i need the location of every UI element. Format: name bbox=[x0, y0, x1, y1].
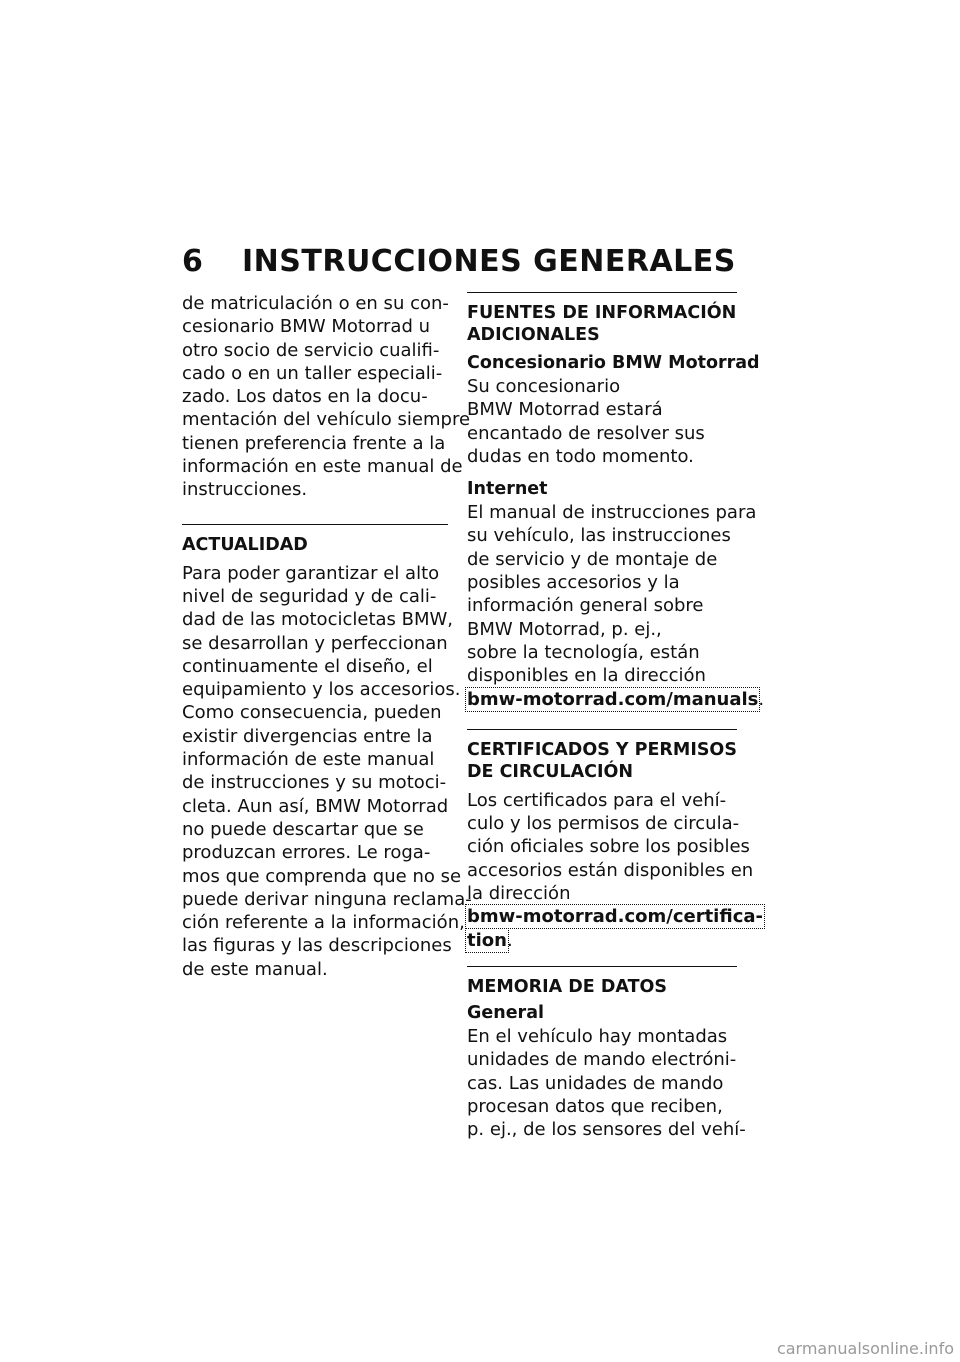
certificados-heading bbox=[467, 729, 737, 783]
text-line: información en este manual de bbox=[182, 456, 463, 478]
internet-subheading: Internet bbox=[467, 479, 548, 500]
fuentes-heading bbox=[467, 292, 737, 346]
text-line: culo y los permisos de circula- bbox=[467, 813, 740, 835]
chapter-title-text: INSTRUCCIONES GENERALES bbox=[242, 244, 736, 279]
heading-text: CERTIFICADOS Y PERMISOS bbox=[467, 739, 737, 760]
text-line: produzcan errores. Le roga- bbox=[182, 842, 431, 864]
text-line: tienen preferencia frente a la bbox=[182, 432, 446, 454]
text-line: cado o en un taller especiali- bbox=[182, 362, 443, 384]
text-line: BMW Motorrad estará bbox=[467, 399, 663, 421]
text-line: encantado de resolver sus bbox=[467, 422, 705, 444]
text-line: nivel de seguridad y de cali- bbox=[182, 585, 437, 607]
text-line: posibles accesorios y la bbox=[467, 572, 680, 594]
link-suffix: . bbox=[506, 929, 513, 951]
text-line: de matriculación o en su con- bbox=[182, 293, 449, 314]
text-line: continuamente el diseño, el bbox=[182, 655, 433, 677]
actualidad-paragraph bbox=[182, 562, 472, 981]
manuals-link[interactable]: bmw-motorrad.com/manuals bbox=[467, 688, 759, 710]
text-line bbox=[467, 929, 737, 952]
left-column bbox=[182, 292, 472, 981]
general-paragraph bbox=[467, 1025, 746, 1141]
certificados-paragraph bbox=[467, 789, 763, 952]
text-line: Su concesionario bbox=[467, 376, 621, 397]
general-subheading: General bbox=[467, 1002, 544, 1023]
chapter-title bbox=[182, 244, 742, 279]
heading-text: ACTUALIDAD bbox=[182, 534, 308, 555]
text-line: En el vehículo hay montadas bbox=[467, 1025, 728, 1047]
certification-link-continued[interactable]: tion bbox=[467, 929, 507, 951]
actualidad-heading bbox=[182, 524, 448, 556]
text-line: Los certificados para el vehí- bbox=[467, 789, 727, 811]
internet-paragraph bbox=[467, 501, 765, 711]
text-line: puede derivar ninguna reclama- bbox=[182, 888, 472, 910]
text-line: procesan datos que reciben, bbox=[467, 1095, 723, 1117]
text-line: se desarrollan y perfeccionan bbox=[182, 632, 448, 654]
watermark: carmanualsonline.info bbox=[776, 1339, 954, 1358]
text-line: no puede descartar que se bbox=[182, 818, 424, 840]
text-line: la dirección bbox=[467, 883, 571, 905]
right-column bbox=[467, 292, 765, 1141]
text-line: de instrucciones y su motoci- bbox=[182, 772, 447, 794]
text-line: ción oficiales sobre los posibles bbox=[467, 836, 750, 858]
text-line bbox=[467, 905, 763, 928]
intro-paragraph bbox=[182, 292, 471, 502]
certification-link[interactable]: bmw-motorrad.com/certifica- bbox=[467, 906, 763, 928]
text-line: dad de las motocicletas BMW, bbox=[182, 609, 454, 631]
text-line bbox=[467, 688, 765, 711]
text-line: equipamiento y los accesorios. bbox=[182, 679, 461, 701]
text-line: El manual de instrucciones para bbox=[467, 502, 757, 524]
text-line: cleta. Aun así, BMW Motorrad bbox=[182, 795, 449, 817]
text-line: su vehículo, las instrucciones bbox=[467, 525, 731, 547]
text-line: de servicio y de montaje de bbox=[467, 548, 718, 570]
text-line: ción referente a la información, bbox=[182, 912, 465, 934]
concesionario-subheading: Concesionario BMW Motorrad bbox=[467, 353, 760, 373]
text-line: cas. Las unidades de mando bbox=[467, 1072, 724, 1094]
text-line: Para poder garantizar el alto bbox=[182, 562, 440, 584]
text-line: Como consecuencia, pueden bbox=[182, 702, 442, 724]
text-line: mentación del vehículo siempre bbox=[182, 409, 471, 431]
text-line: p. ej., de los sensores del vehí- bbox=[467, 1119, 746, 1141]
text-line: mos que comprenda que no se bbox=[182, 865, 462, 887]
text-line: existir divergencias entre la bbox=[182, 725, 433, 747]
chapter-number: 6 bbox=[182, 244, 204, 279]
text-line: accesorios están disponibles en bbox=[467, 859, 754, 881]
text-line: instrucciones. bbox=[182, 479, 308, 501]
text-line: las figuras y las descripciones bbox=[182, 935, 452, 957]
text-line: zado. Los datos en la docu- bbox=[182, 386, 428, 408]
heading-text: ADICIONALES bbox=[467, 325, 600, 345]
memoria-heading bbox=[467, 966, 737, 998]
text-line: otro socio de servicio cualifi- bbox=[182, 339, 440, 361]
text-line: información de este manual bbox=[182, 749, 435, 771]
heading-text: MEMORIA DE DATOS bbox=[467, 976, 667, 997]
text-line: de este manual. bbox=[182, 958, 328, 980]
heading-text: DE CIRCULACIÓN bbox=[467, 761, 634, 782]
concesionario-paragraph bbox=[467, 375, 737, 468]
text-line: cesionario BMW Motorrad u bbox=[182, 316, 431, 338]
text-line: sobre la tecnología, están bbox=[467, 641, 700, 663]
text-line: BMW Motorrad, p. ej., bbox=[467, 618, 662, 640]
text-line: disponibles en la dirección bbox=[467, 665, 706, 687]
text-line: unidades de mando electróni- bbox=[467, 1049, 737, 1071]
text-line: dudas en todo momento. bbox=[467, 445, 694, 467]
link-suffix: . bbox=[758, 688, 765, 710]
heading-text: FUENTES DE INFORMACIÓN bbox=[467, 303, 737, 323]
text-line: información general sobre bbox=[467, 595, 704, 617]
